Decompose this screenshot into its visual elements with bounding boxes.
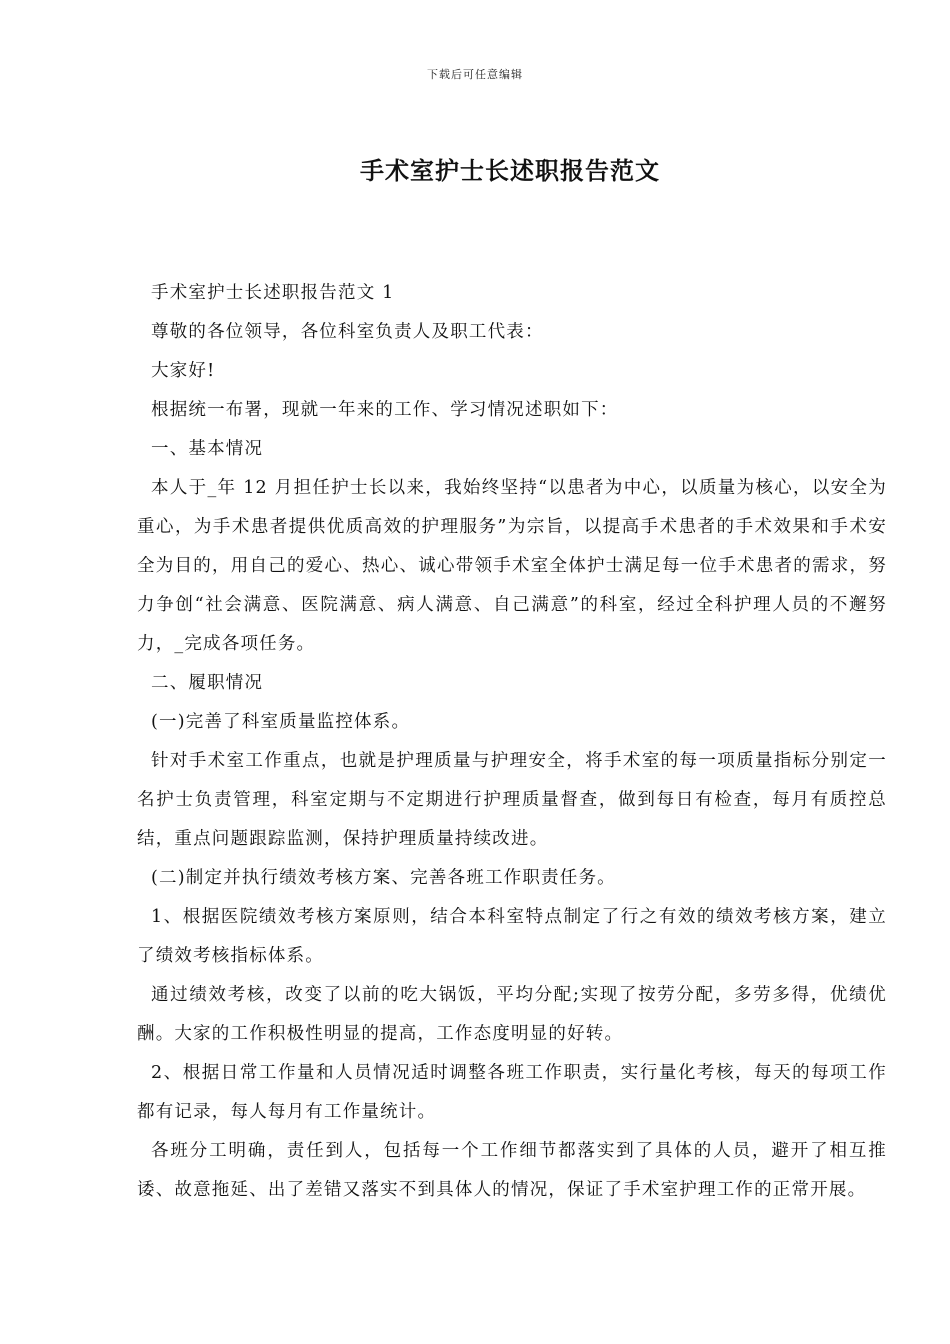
- paragraph-basic-situation: 本人于_年 12 月担任护士长以来，我始终坚持“以患者为中心，以质量为核心，以安全为重心，为手术患者提供优质高效的护理服务”为宗旨，以提高手术患者的手术效果和手术安全为目的，用自己的爱心、热心、诚心带领手术室全体护士满足每一位手术患者的需求，努力争创“社会满意、医院满意、病人满意、自己满意”的科室，经过全科护理人员的不邂努力，_完成各项任务。: [137, 478, 887, 654]
- paragraph-subtitle: 手术室护士长述职报告范文 1: [151, 283, 395, 303]
- paragraph-intro: 根据统一布署，现就一年来的工作、学习情况述职如下：: [151, 400, 619, 420]
- paragraph-salutation: 尊敬的各位领导，各位科室负责人及职工代表：: [151, 322, 544, 342]
- document-title: 手术室护士长述职报告范文: [360, 157, 660, 185]
- subheading-performance: (二)制定并执行绩效考核方案、完善各班工作职责任务。: [151, 868, 616, 888]
- paragraph-greeting: 大家好!: [151, 361, 216, 381]
- paragraph-quality: 针对手术室工作重点，也就是护理质量与护理安全，将手术室的每一项质量指标分别定一名护士负责管理，科室定期与不定期进行护理质量督查，做到每日有检查，每月有质控总结，重点问题跟踪监测，保持护理质量持续改进。: [137, 751, 887, 849]
- page-header: 下载后可任意编辑: [427, 68, 523, 81]
- paragraph-performance-1: 1、根据医院绩效考核方案原则，结合本科室特点制定了行之有效的绩效考核方案，建立了绩效考核指标体系。: [137, 907, 887, 966]
- paragraph-performance-result: 通过绩效考核，改变了以前的吃大锅饭，平均分配;实现了按劳分配，多劳多得，优绩优酬。大家的工作积极性明显的提高，工作态度明显的好转。: [137, 985, 887, 1044]
- paragraph-performance-2: 2、根据日常工作量和人员情况适时调整各班工作职责，实行量化考核，每天的每项工作都有记录，每人每月有工作量统计。: [137, 1063, 887, 1122]
- section-heading-basic: 一、基本情况: [151, 439, 264, 459]
- document-body: [137, 274, 887, 1210]
- subheading-quality: (一)完善了科室质量监控体系。: [151, 712, 411, 732]
- paragraph-division-of-work: 各班分工明确，责任到人，包括每一个工作细节都落实到了具体的人员，避开了相互推诿、故意拖延、出了差错又落实不到具体人的情况，保证了手术室护理工作的正常开展。: [137, 1141, 887, 1200]
- section-heading-duties: 二、履职情况: [151, 673, 264, 693]
